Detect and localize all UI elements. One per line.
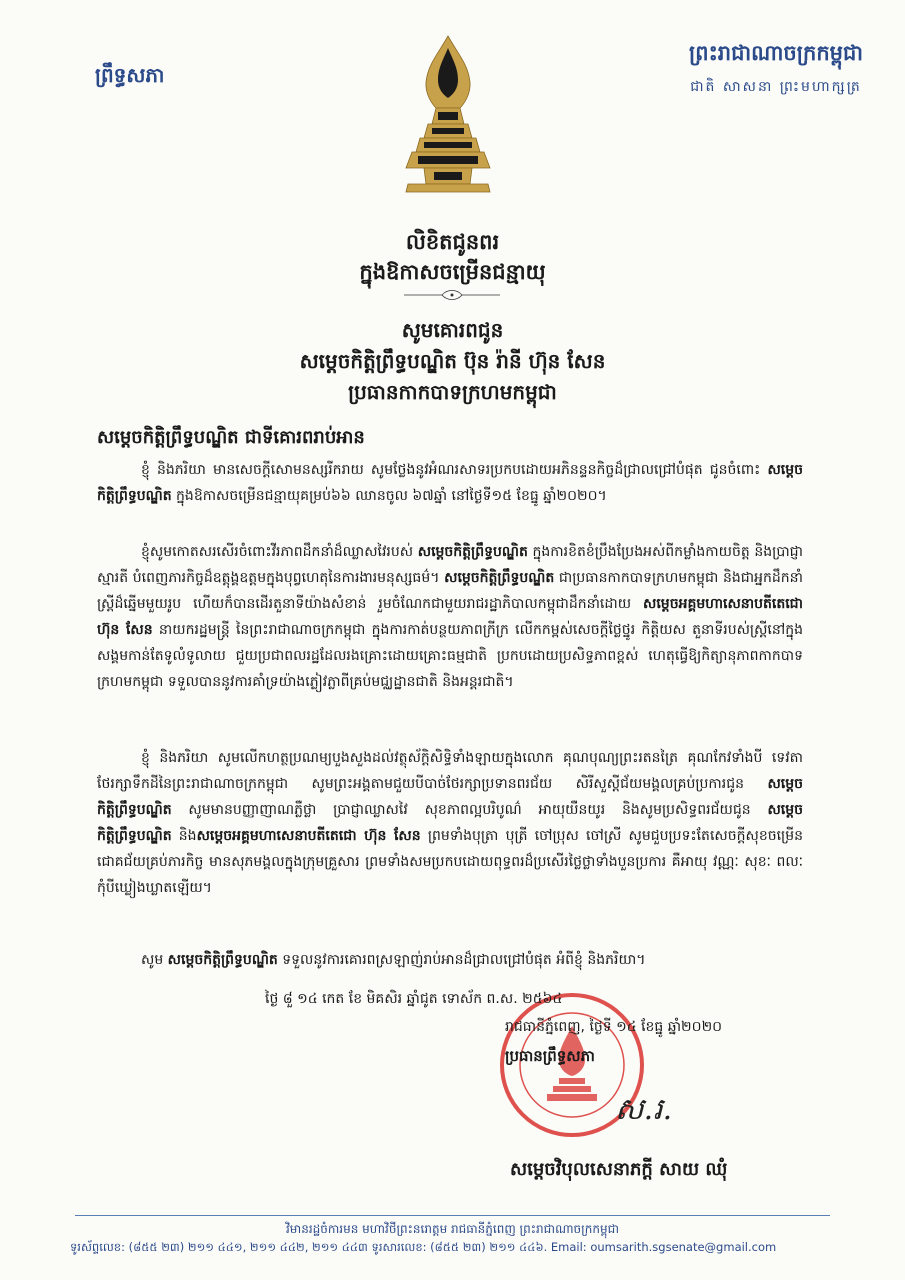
kingdom-name: ព្រះរាជាណាចក្រកម្ពុជា — [688, 41, 863, 65]
solar-date: រាជធានីភ្នំពេញ, ថ្ងៃទី ១៤ ខែធ្នូ ឆ្នាំ២០២០ — [505, 1019, 723, 1035]
footer-address: វិមានរដ្ឋចំការមន មហាវិថីព្រះនរោត្តម រាជធានីភ្នំពេញ ព្រះរាជាណាចក្រកម្ពុជា — [285, 1222, 619, 1236]
salutation: សម្តេចកិត្តិព្រឹទ្ធបណ្ឌិត ជាទីគោរពរាប់អាន — [97, 427, 365, 448]
addressee-name: សម្តេចកិត្តិព្រឹទ្ធបណ្ឌិត ប៊ុន រ៉ានី ហ៊ុន សែន — [299, 349, 606, 373]
letter-subtitle: ក្នុងឱកាសចម្រើនជន្មាយុ — [359, 260, 546, 284]
addressee-greeting: សូមគោរពជូន — [401, 318, 504, 342]
divider-flourish-icon — [402, 289, 502, 301]
addressee-position: ប្រធានកាកបាទក្រហមកម្ពុជា — [348, 380, 557, 404]
handwritten-signature: ស.រ. — [615, 1092, 673, 1127]
paragraph-1: ខ្ញុំ និងភរិយា មានសេចក្តីសោមនស្សរីករាយ សូមថ្លែងនូវអំណរសាទរប្រកបដោយអភិនន្ទនកិច្ចដ៏ជ្រាលជ្រៅបំផុត ជូនចំពោះ សម្តេចកិត្តិព្រឹទ្ធបណ្ឌិត ក្នុងឱកាសចម្រើនជន្មាយុគម្រប់៦៦ ឈានចូល ៦៧ឆ្នាំ នៅថ្ងៃទី១៥ ខែធ្នូ ឆ្នាំ២០២០។ — [97, 462, 803, 504]
letter-title: លិខិតជូនពរ — [405, 230, 500, 254]
footer-contact: ទូរស័ព្ទលេខ: (៨៥៥ ២៣) ២១១ ៤៤១, ២១១ ៤៤២, ២១១ ៤៤៣ ទូរសារលេខ: (៨៥៥ ២៣) ២១១ ៤៤៦. Email: oumsarith.sgsenate@gmail.com — [70, 1240, 777, 1254]
paragraph-4: សូម សម្តេចកិត្តិព្រឹទ្ធបណ្ឌិត ទទួលនូវការគោរពស្រឡាញ់រាប់អានដ៏ជ្រាលជ្រៅបំផុត អំពីខ្ញុំ និងភរិយា។ — [141, 952, 646, 968]
senate-label: ព្រឹទ្ធសភា — [95, 63, 165, 87]
kingdom-motto-text: ជាតិ សាសនា ព្រះមហាក្សត្រ — [690, 79, 862, 95]
paragraph-2: ខ្ញុំសូមកោតសរសើរចំពោះវីរភាពដឹកនាំដ៏ឈ្លាសវៃរបស់ សម្តេចកិត្តិព្រឹទ្ធបណ្ឌិត ក្នុងការខិតខំប្រឹងប្រែងអស់ពីកម្លាំងកាយចិត្ត និងប្រាជ្ញាស្មារតី បំពេញភារកិច្ចដ៏ឧត្តុង្គឧត្តមក្នុងបុព្វហេតុនៃការងារមនុស្សធម៌។ សម្តេចកិត្តិព្រឹទ្ធបណ្ឌិត ជាប្រធានកាកបាទក្រហមកម្ពុជា និងជាអ្នកដឹកនាំស្ត្រីដ៏ឆ្នើមមួយរូប ហើយក៏បានដើរតួនាទីយ៉ាងសំខាន់ រួមចំណែកជាមួយរាជរដ្ឋាភិបាលកម្ពុជាដឹកនាំដោយ សម្តេចអគ្គមហាសេនាបតីតេជោ ហ៊ុន សែន នាយករដ្ឋមន្ត្រី នៃព្រះរាជាណាចក្រកម្ពុជា ក្នុងការកាត់បន្ថយភាពក្រីក្រ លើកកម្ពស់សេចក្តីថ្លៃថ្នូរ កិត្តិយស តួនាទីរបស់ស្ត្រីនៅក្នុងសង្គមកាន់តែទូលំទូលាយ ជួយប្រជាពលរដ្ឋដែលរងគ្រោះដោយគ្រោះធម្មជាតិ ប្រកបដោយប្រសិទ្ធភាពខ្ពស់ ហេតុធ្វើឱ្យកិត្យានុភាពកាកបាទក្រហមកម្ពុជា ទទួលបាននូវការគាំទ្រយ៉ាងភ្លៀវភ្លាពីគ្រប់មជ្ឈដ្ឋានជាតិ និងអន្តរជាតិ។ — [97, 544, 803, 690]
signatory-name: សម្តេចវិបុលសេនាភក្តី សាយ ឈុំ — [510, 1159, 728, 1180]
kingdom-motto — [689, 40, 863, 98]
signatory-title: ប្រធានព្រឹទ្ធសភា — [505, 1047, 595, 1065]
senate-emblem-icon — [398, 34, 498, 194]
footer-divider — [75, 1215, 830, 1216]
paragraph-3: ខ្ញុំ និងភរិយា សូមលើកហត្ថប្រណម្យបួងសួងដល់វត្ថុស័ក្តិសិទ្ធិទាំងឡាយក្នុងលោក គុណបុណ្យព្រះរតនត្រៃ គុណកែវទាំងបី ទេវតាថែរក្សាទឹកដីនៃព្រះរាជាណាចក្រកម្ពុជា សូមព្រះអង្គតាមជួយបីបាច់ថែរក្សាប្រទានពរជ័យ សិរីសួស្តីជ័យមង្គលគ្រប់ប្រការជូន សម្តេចកិត្តិព្រឹទ្ធបណ្ឌិត សូមមានបញ្ញាញាណភ្លឺថ្លា ប្រាជ្ញាឈ្លាសវៃ សុខភាពល្អបរិបូណ៌ អាយុយឺនយូរ និងសូមប្រសិទ្ធពរជ័យជូន សម្តេចកិត្តិព្រឹទ្ធបណ្ឌិត និងសម្តេចអគ្គមហាសេនាបតីតេជោ ហ៊ុន សែន ព្រមទាំងបុត្រា បុត្រី ចៅប្រុស ចៅស្រី សូមជួបប្រទះតែសេចក្តីសុខចម្រើន ជោគជ័យគ្រប់ភារកិច្ច មានសុភមង្គលក្នុងក្រុមគ្រួសារ ព្រមទាំងសមប្រកបដោយពុទ្ធពរដ៏ប្រសើរថ្លៃថ្លាទាំងបួនប្រការ គឺអាយុ វណ្ណៈ សុខៈ ពលៈ កុំបីឃ្លៀងឃ្លាតឡើយ។ — [97, 750, 803, 896]
lunar-date: ថ្ងៃ ៨ួ ១៤ កេត ខែ មិគសិរ ឆ្នាំជូត ទោស័ក ព.ស. ២៥៦៤ — [265, 991, 563, 1007]
